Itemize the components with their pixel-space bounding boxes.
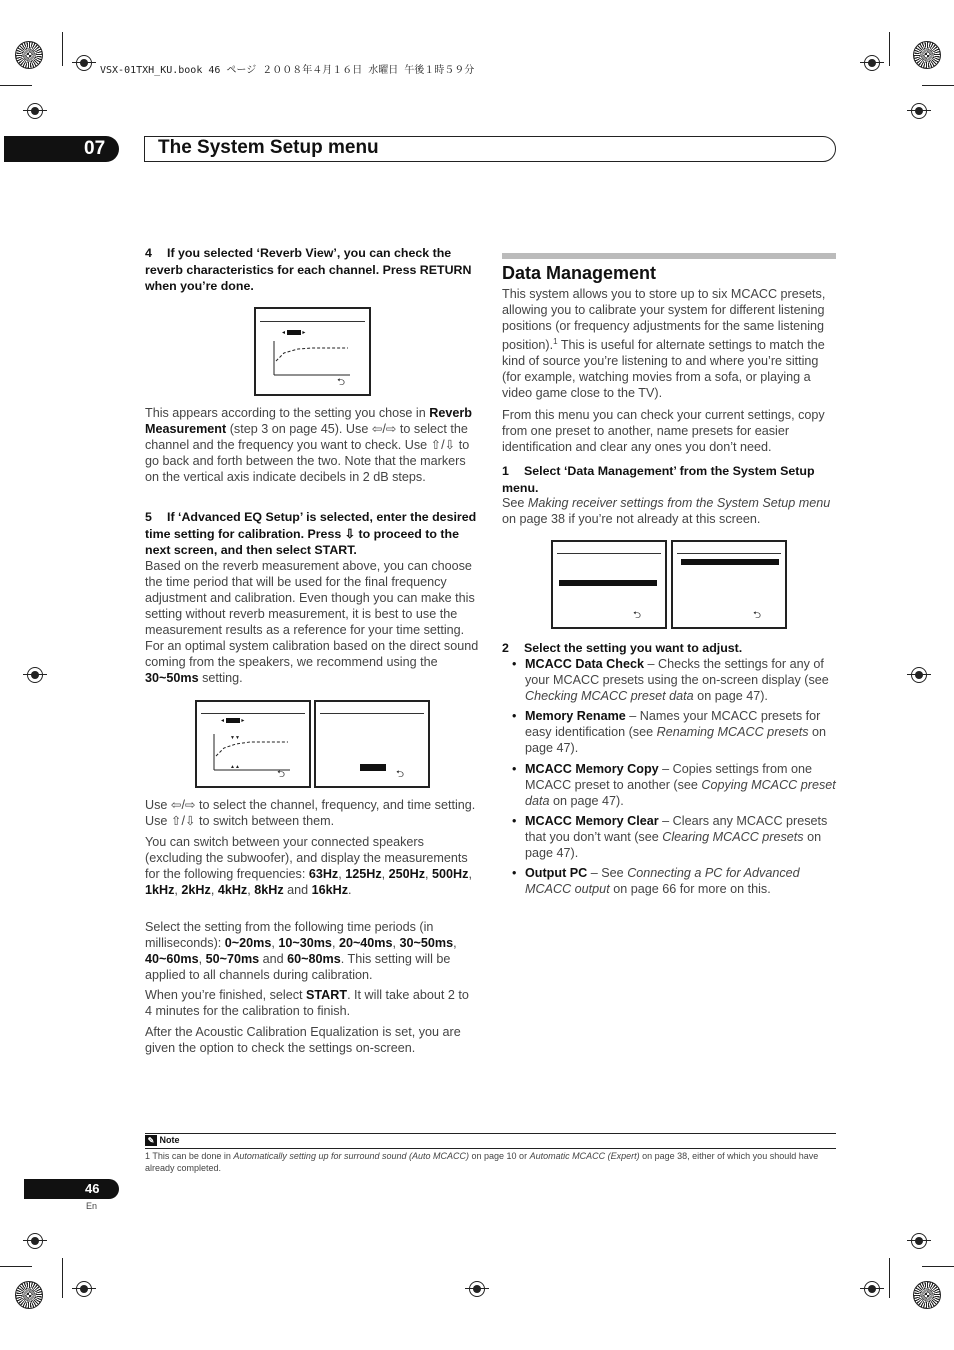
crop-line [62,1258,63,1298]
svg-text:▲▲: ▲▲ [230,764,240,770]
system-setup-reference: See Making receiver settings from the System Setup menu on page 38 if you’re not already at this screen. [502,496,831,526]
advanced-eq-graph-screen [195,700,311,788]
list-item: • MCACC Memory Copy – Copies settings from one MCACC preset to another (see Copying MCACC preset data on page 47). [502,761,836,809]
crop-target [76,1281,92,1297]
step-text: Select ‘Data Management’ from the System Setup menu. [502,464,815,495]
reverb-view-screen [254,307,371,396]
finish-paragraph: When you’re finished, select START. It will take about 2 to 4 minutes for the calibration to finish. [145,988,469,1018]
data-management-overview: From this menu you can check your current settings, copy from one preset to another, name presets for easier identification and clear any ones you don’t need. [502,408,825,454]
crop-target [76,55,92,71]
step-text: If ‘Advanced EQ Setup’ is selected, enter the desired time setting for calibration. Press ⇩ to proceed to the next screen, and then select START. [145,510,477,557]
crop-line [0,85,32,86]
crop-line [0,1266,32,1267]
svg-text:▼▼: ▼▼ [230,735,240,741]
note-icon: ✎ [145,1135,157,1146]
crop-target [864,1281,880,1297]
return-icon: ⮌ [276,769,285,780]
crop-target [27,103,43,119]
crop-target [911,1233,927,1249]
note-header [145,1135,180,1146]
reverb-view-description: This appears according to the setting you chose in Reverb Measurement (step 3 on page 45). Use ⇦/⇨ to select the channel and the frequency you want to check. Use ⇧/⇩ to go back and forth between the two. Note that the markers on the vertical axis indicate decibels in 2 dB steps. [145,406,472,484]
advanced-eq-graph [212,732,292,772]
step-number: 4 [145,246,152,260]
step-5 [145,509,479,559]
page-number-tab [24,1179,119,1199]
channel-selector: ◂ ▸ [282,330,306,336]
note-label: Note [159,1135,180,1145]
system-setup-screen [551,540,667,629]
registration-disc-top-right [913,41,941,69]
step-number: 1 [502,464,509,478]
after-calibration-paragraph: After the Acoustic Calibration Equalization is set, you are given the option to check the settings on-screen. [145,1025,461,1055]
data-management-highlight[interactable] [559,580,657,586]
chapter-number: 07 [84,138,106,159]
return-icon: ⮌ [336,377,345,388]
return-icon: ⮌ [395,769,404,780]
crop-line [922,85,954,86]
mcacc-data-check-highlight[interactable] [681,559,779,565]
list-item: • MCACC Data Check – Checks the settings for any of your MCACC presets using the on-screen display (see Checking MCACC preset data on page 47). [502,656,836,704]
crop-line [62,32,63,66]
data-management-screen [671,540,787,629]
crop-line [889,1258,890,1298]
crop-target [864,55,880,71]
crop-target [469,1281,485,1297]
page-language: En [86,1201,98,1211]
footnote-ref: 1 [553,337,558,346]
step-1 [502,463,836,496]
return-icon: ⮌ [632,610,641,621]
registration-disc-bottom-right [913,1281,941,1309]
reverb-measurement-term: Reverb Measurement [145,406,472,436]
advanced-eq-start-screen [314,700,430,788]
time-setting-description: Based on the reverb measurement above, you can choose the time period that will be used for the final frequency adjustment and calibration. Even though you can make this setting without reverb measurement, it is best to use the measurement results as a reference for your time setting. For an optimal system calibration based on the direct sound coming from the speakers, we recommend using the 30~50ms setting. [145,559,479,685]
crop-target [27,1233,43,1249]
footnote-text: 1 This can be done in Automatically setting up for surround sound (Auto MCACC) on page 10 or Automatic MCACC (Expert) on page 38, either of which you should have already completed. [145,1151,819,1173]
return-icon: ⮌ [752,610,761,621]
start-highlight[interactable] [360,764,386,771]
step-number: 5 [145,510,152,524]
section-heading: Data Management [502,263,657,283]
section-heading-rule [502,253,836,259]
note-rule [145,1133,836,1134]
registration-disc-bottom-left [15,1281,43,1309]
crop-target [911,667,927,683]
note-rule-bottom [145,1148,836,1149]
chapter-title: The System Setup menu [158,137,379,158]
navigation-instructions: Use ⇦/⇨ to select the channel, frequency, and time setting. Use ⇧/⇩ to switch between them. [145,798,476,828]
setting-options-list [502,656,836,901]
step-number: 2 [502,641,509,655]
registration-disc-top-left [15,41,43,69]
step-4 [145,245,479,295]
crop-line [889,32,890,66]
step-text: If you selected ‘Reverb View’, you can check the reverb characteristics for each channel. Press RETURN when you’re done. [145,246,472,293]
step-text: Select the setting you want to adjust. [524,641,743,655]
crop-target [911,103,927,119]
crop-line [922,1266,954,1267]
frequency-list-paragraph: You can switch between your connected speakers (excluding the subwoofer), and display the measurements for the following frequencies: 63Hz, 125Hz, 250Hz, 500Hz, 1kHz, 2kHz, 4kHz, 8kHz and 16kHz. [145,835,472,897]
list-item: • Memory Rename – Names your MCACC presets for easy identification (see Renaming MCACC presets on page 47). [502,708,836,756]
data-management-intro: This system allows you to store up to six MCACC presets, allowing you to calibrate your system for different listening positions (or frequency adjustments for the same listening position).$^1$ This is useful for alternate settings to match the kind of source you’re listening to and where you’re sitting (for example, watching movies from a sofa, or playing a video game close to the TV). [502,287,826,401]
time-period-paragraph: Select the setting from the following time periods (in milliseconds): 0~20ms, 10~30ms, 20~40ms, 30~50ms, 40~60ms, 50~70ms and 60~80ms. This setting will be applied to all channels during calibration. [145,920,457,982]
reverb-graph [272,339,352,377]
list-item: • Output PC – See Connecting a PC for Advanced MCACC output on page 66 for more on this. [502,865,836,897]
crop-target [27,667,43,683]
channel-selector: ◂ ▸ [221,718,245,724]
page-number: 46 [85,1181,100,1196]
print-header: VSX-01TXH_KU.book 46 ページ ２００８年４月１６日 水曜日 午後１時５９分 [100,65,475,76]
step-2 [502,640,836,657]
list-item: • MCACC Memory Clear – Clears any MCACC presets that you don’t want (see Clearing MCACC presets on page 47). [502,813,836,861]
